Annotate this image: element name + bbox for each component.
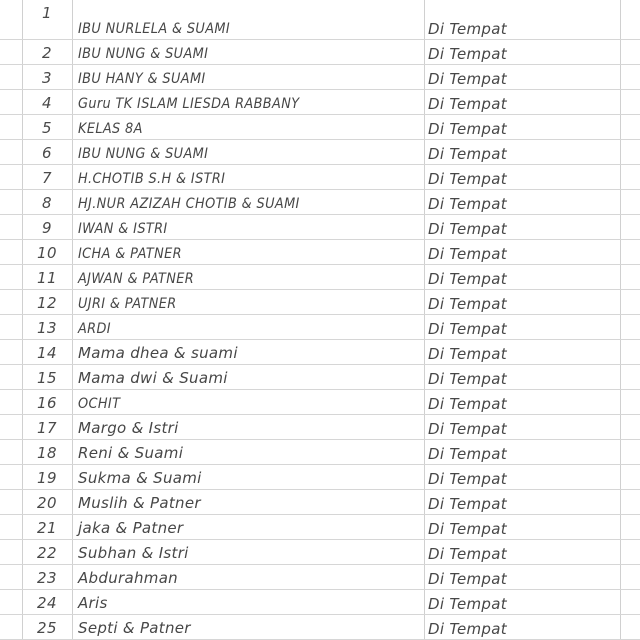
row-number: 13 <box>36 319 58 337</box>
row-number: 19 <box>36 469 58 487</box>
guest-name: ARDI <box>78 321 111 337</box>
guest-name: jaka & Patner <box>78 519 184 537</box>
row-number: 3 <box>41 69 53 87</box>
row-number: 21 <box>36 519 58 537</box>
row-number: 2 <box>41 44 53 62</box>
guest-location: Di Tempat <box>428 420 507 438</box>
table-row <box>0 540 640 565</box>
table-row <box>0 515 640 540</box>
row-number: 17 <box>36 419 58 437</box>
row-number: 11 <box>36 269 58 287</box>
row-number: 7 <box>41 169 53 187</box>
table-row <box>0 240 640 265</box>
guest-name: Reni & Suami <box>78 444 184 462</box>
row-number: 5 <box>41 119 53 137</box>
guest-location: Di Tempat <box>428 120 507 138</box>
guest-name: Mama dhea & suami <box>78 344 238 362</box>
table-row <box>0 265 640 290</box>
guest-location: Di Tempat <box>428 245 507 263</box>
row-number: 25 <box>36 619 58 637</box>
guest-location: Di Tempat <box>428 470 507 488</box>
table-row <box>0 490 640 515</box>
guest-name: IBU HANY & SUAMI <box>78 71 206 87</box>
table-row <box>0 90 640 115</box>
guest-name: OCHIT <box>78 396 121 412</box>
row-number: 16 <box>36 394 58 412</box>
guest-location: Di Tempat <box>428 370 507 388</box>
guest-location: Di Tempat <box>428 495 507 513</box>
guest-location: Di Tempat <box>428 445 507 463</box>
table-row <box>0 565 640 590</box>
guest-name: AJWAN & PATNER <box>78 271 195 287</box>
guest-name: Muslih & Patner <box>78 494 201 512</box>
table-row <box>0 390 640 415</box>
guest-name: Abdurahman <box>78 569 178 587</box>
table-row <box>0 315 640 340</box>
guest-location: Di Tempat <box>428 520 507 538</box>
guest-name: IBU NUNG & SUAMI <box>78 46 209 62</box>
table-row <box>0 465 640 490</box>
guest-location: Di Tempat <box>428 45 507 63</box>
guest-location: Di Tempat <box>428 295 507 313</box>
table-row <box>0 365 640 390</box>
guest-location: Di Tempat <box>428 595 507 613</box>
row-number: 23 <box>36 569 58 587</box>
row-number: 8 <box>41 194 53 212</box>
table-row <box>0 115 640 140</box>
row-number: 4 <box>41 94 53 112</box>
guest-location: Di Tempat <box>428 145 507 163</box>
guest-location: Di Tempat <box>428 270 507 288</box>
guest-location: Di Tempat <box>428 320 507 338</box>
guest-name: Guru TK ISLAM LIESDA RABBANY <box>78 96 300 112</box>
row-number: 15 <box>36 369 58 387</box>
guest-location: Di Tempat <box>428 545 507 563</box>
table-row <box>0 215 640 240</box>
guest-location: Di Tempat <box>428 95 507 113</box>
guest-name: UJRI & PATNER <box>78 296 177 312</box>
guest-name: IBU NUNG & SUAMI <box>78 146 209 162</box>
row-number: 24 <box>36 594 58 612</box>
guest-name: Mama dwi & Suami <box>78 369 228 387</box>
guest-location: Di Tempat <box>428 395 507 413</box>
guest-name: ICHA & PATNER <box>78 246 182 262</box>
guest-name: Subhan & Istri <box>78 544 189 562</box>
table-row <box>0 0 640 40</box>
row-number: 14 <box>36 344 58 362</box>
guest-location: Di Tempat <box>428 20 507 38</box>
table-row <box>0 440 640 465</box>
guest-location: Di Tempat <box>428 345 507 363</box>
row-number: 9 <box>41 219 53 237</box>
guest-name: Septi & Patner <box>78 619 191 637</box>
table-row <box>0 40 640 65</box>
row-number: 12 <box>36 294 58 312</box>
guest-name: IWAN & ISTRI <box>78 221 168 237</box>
row-number: 6 <box>41 144 53 162</box>
table-row <box>0 340 640 365</box>
guest-name: Sukma & Suami <box>78 469 202 487</box>
table-row <box>0 65 640 90</box>
guest-location: Di Tempat <box>428 70 507 88</box>
guest-location: Di Tempat <box>428 570 507 588</box>
row-number: 10 <box>36 244 58 262</box>
guest-location: Di Tempat <box>428 220 507 238</box>
table-row <box>0 615 640 640</box>
table-row <box>0 190 640 215</box>
guest-name: Aris <box>78 594 108 612</box>
guest-name: HJ.NUR AZIZAH CHOTIB & SUAMI <box>78 196 300 212</box>
table-row <box>0 140 640 165</box>
table-row <box>0 165 640 190</box>
guest-name: IBU NURLELA & SUAMI <box>78 21 231 37</box>
guest-name: KELAS 8A <box>78 121 143 137</box>
guest-name: H.CHOTIB S.H & ISTRI <box>78 171 226 187</box>
row-number: 22 <box>36 544 58 562</box>
guest-name: Margo & Istri <box>78 419 179 437</box>
guest-location: Di Tempat <box>428 195 507 213</box>
table-row <box>0 590 640 615</box>
guest-location: Di Tempat <box>428 620 507 638</box>
guest-location: Di Tempat <box>428 170 507 188</box>
table-row <box>0 415 640 440</box>
row-number: 18 <box>36 444 58 462</box>
row-number: 20 <box>36 494 58 512</box>
table-row <box>0 290 640 315</box>
row-number: 1 <box>41 4 53 22</box>
